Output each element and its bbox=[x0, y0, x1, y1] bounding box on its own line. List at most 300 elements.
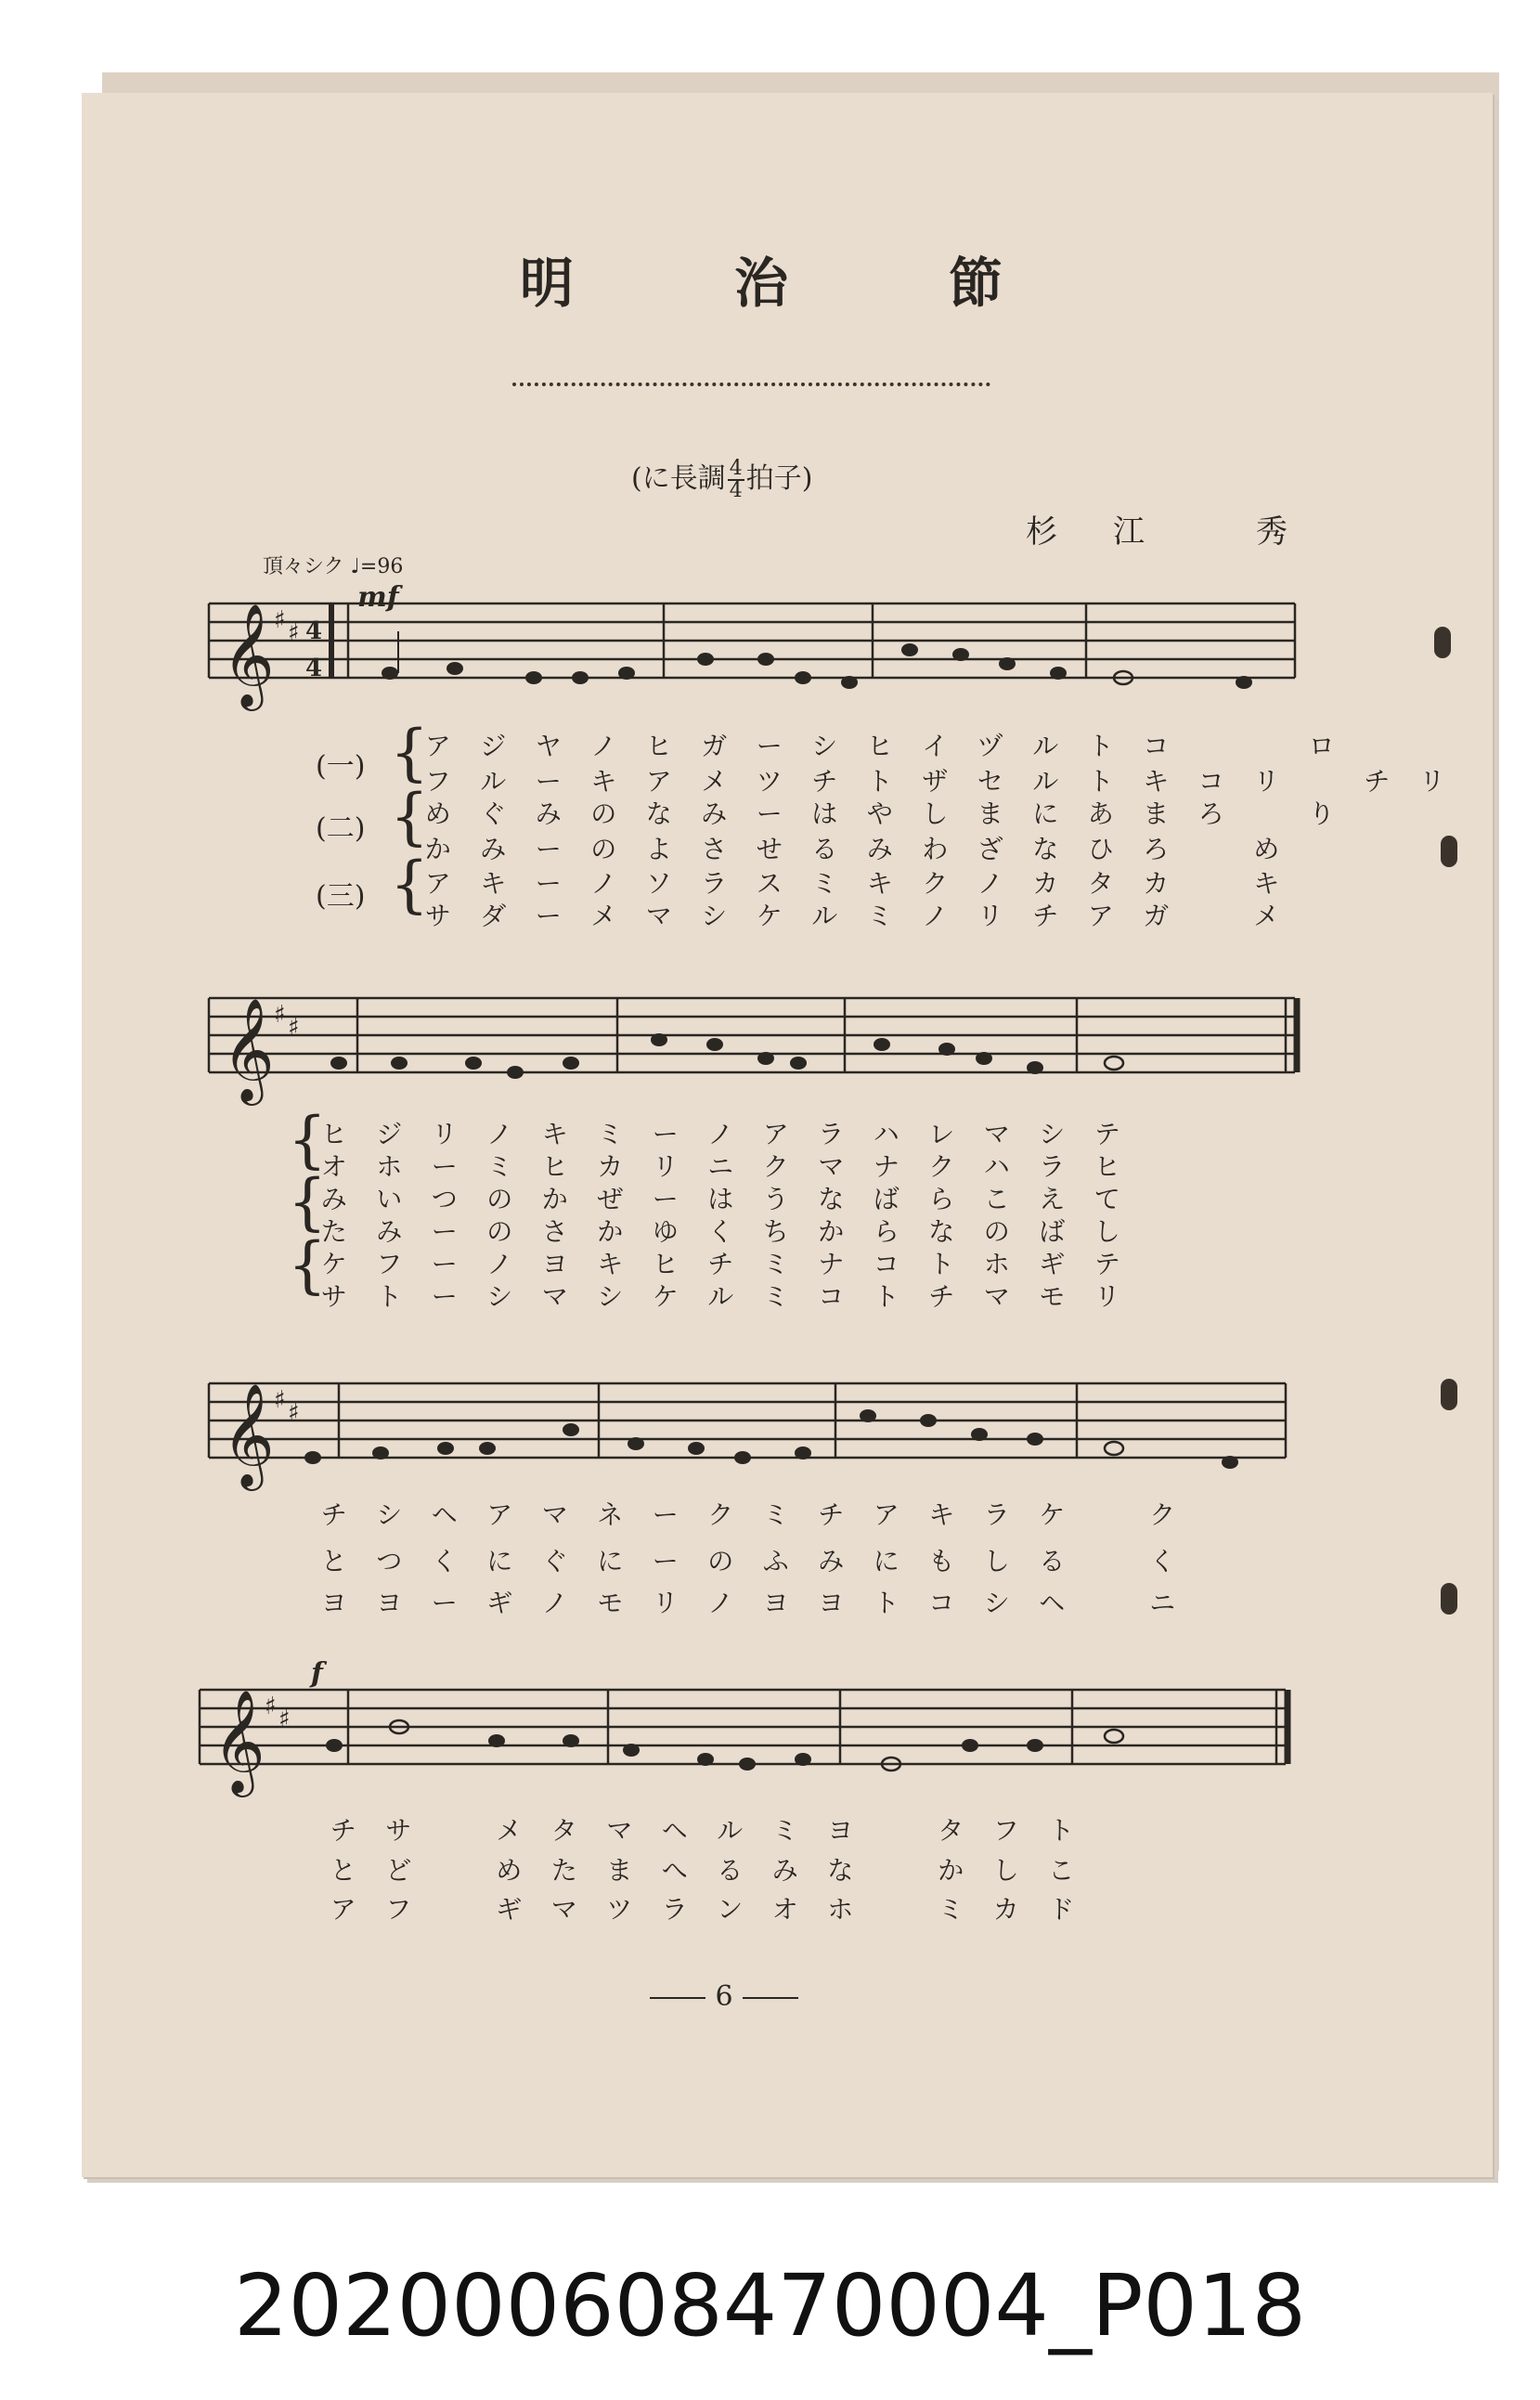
lyric-syllable bbox=[426, 1810, 482, 1848]
lyric-syllable: ミ bbox=[938, 1894, 964, 1925]
lyric-syllable: タ bbox=[1087, 868, 1114, 899]
lyric-syllable: ナ bbox=[873, 1151, 899, 1182]
svg-text:♯: ♯ bbox=[278, 1706, 291, 1733]
verse-brace: { bbox=[288, 1166, 327, 1238]
lyric-syllable: ー bbox=[535, 766, 562, 797]
lyric-syllable: ー bbox=[652, 1184, 679, 1214]
dynamic-mezzoforte: mf bbox=[357, 581, 399, 614]
lyric-syllable: ア bbox=[645, 766, 672, 797]
lyrics-line bbox=[306, 1179, 1135, 1216]
lyrics-line bbox=[306, 1583, 1190, 1620]
lyric-syllable bbox=[1184, 726, 1239, 763]
lyric-syllable: ー bbox=[535, 834, 562, 864]
lyric-syllable: ふ bbox=[762, 1546, 789, 1576]
lyric-syllable: ル bbox=[480, 766, 507, 797]
lyric-syllable: ク bbox=[1149, 1499, 1176, 1530]
lyric-syllable: ー bbox=[652, 1499, 679, 1530]
lyric-syllable: う bbox=[762, 1184, 789, 1214]
lyric-syllable: ザ bbox=[922, 766, 949, 797]
lyric-syllable: あ bbox=[1087, 798, 1114, 829]
lyric-syllable: ヒ bbox=[652, 1249, 679, 1279]
svg-text:♯: ♯ bbox=[274, 1001, 286, 1029]
lyric-syllable: チ bbox=[928, 1281, 955, 1312]
lyric-syllable: ざ bbox=[977, 834, 1003, 864]
lyric-syllable bbox=[426, 1850, 482, 1888]
lyric-syllable: ア bbox=[330, 1894, 356, 1925]
lyric-syllable: リ bbox=[977, 901, 1003, 931]
lyric-syllable: ノ bbox=[486, 1119, 513, 1149]
lyric-syllable: タ bbox=[938, 1815, 964, 1846]
lyric-syllable: み bbox=[818, 1546, 845, 1576]
lyric-syllable: シ bbox=[1039, 1119, 1066, 1149]
lyric-syllable: よ bbox=[645, 834, 672, 864]
lyric-syllable: こ bbox=[1048, 1855, 1075, 1886]
lyric-syllable: み bbox=[320, 1184, 347, 1214]
lyric-syllable bbox=[868, 1810, 924, 1848]
lyric-syllable: し bbox=[922, 798, 949, 829]
verse-brace: { bbox=[390, 849, 429, 920]
lyric-syllable: キ bbox=[541, 1119, 568, 1149]
lyric-syllable: チ bbox=[811, 766, 838, 797]
svg-text:♯: ♯ bbox=[274, 606, 286, 634]
svg-text:♯: ♯ bbox=[288, 619, 300, 647]
lyric-syllable: メ bbox=[590, 901, 617, 931]
lyric-syllable: ケ bbox=[320, 1249, 347, 1279]
lyric-syllable: セ bbox=[977, 766, 1003, 797]
lyrics-line bbox=[306, 1244, 1135, 1281]
lyric-syllable: ミ bbox=[771, 1815, 798, 1846]
lyric-syllable: の bbox=[590, 834, 617, 864]
archive-id-caption: 202000608470004_P018 bbox=[233, 2256, 1307, 2355]
lyric-syllable: フ bbox=[376, 1249, 403, 1279]
lyric-syllable: チ bbox=[1032, 901, 1059, 931]
lyric-syllable: ア bbox=[424, 868, 451, 899]
lyric-syllable: メ bbox=[701, 766, 728, 797]
title-underline bbox=[512, 379, 990, 386]
lyric-syllable: ジ bbox=[376, 1119, 403, 1149]
lyric-syllable: ヘ bbox=[1039, 1588, 1066, 1618]
lyric-syllable: リ bbox=[1418, 766, 1445, 797]
lyric-syllable: ク bbox=[928, 1151, 955, 1182]
lyric-syllable: わ bbox=[922, 834, 949, 864]
lyric-syllable: ノ bbox=[707, 1119, 734, 1149]
composer-name bbox=[1026, 506, 1288, 551]
lyric-syllable: ヘ bbox=[431, 1499, 458, 1530]
lyric-syllable: シ bbox=[376, 1499, 403, 1530]
lyric-syllable: カ bbox=[597, 1151, 624, 1182]
dynamic-forte: f bbox=[311, 1657, 323, 1690]
lyric-syllable: も bbox=[928, 1546, 955, 1576]
lyric-syllable: の bbox=[590, 798, 617, 829]
lyric-syllable: チ bbox=[330, 1815, 356, 1846]
lyric-syllable: ミ bbox=[762, 1249, 789, 1279]
lyric-syllable: ア bbox=[873, 1499, 899, 1530]
lyric-syllable: ひ bbox=[1087, 834, 1114, 864]
key-signature-note bbox=[631, 455, 812, 501]
lyric-syllable: キ bbox=[590, 766, 617, 797]
lyric-syllable: ー bbox=[652, 1119, 679, 1149]
music-staff bbox=[209, 1365, 1304, 1513]
lyric-syllable: ミ bbox=[597, 1119, 624, 1149]
lyric-syllable: ミ bbox=[811, 868, 838, 899]
lyric-syllable: し bbox=[1094, 1216, 1120, 1247]
svg-text:4: 4 bbox=[305, 655, 323, 682]
lyrics-line bbox=[306, 1495, 1190, 1532]
title-char: 明 bbox=[520, 252, 575, 315]
lyric-syllable: な bbox=[827, 1855, 854, 1886]
lyric-syllable: マ bbox=[550, 1894, 577, 1925]
lyric-syllable: ノ bbox=[486, 1249, 513, 1279]
lyric-syllable bbox=[868, 1850, 924, 1888]
lyric-syllable: ス bbox=[756, 868, 783, 899]
lyric-syllable: は bbox=[811, 798, 838, 829]
lyric-syllable: な bbox=[645, 798, 672, 829]
lyric-syllable: る bbox=[811, 834, 838, 864]
lyric-syllable: か bbox=[938, 1855, 964, 1886]
meter-text: 拍子) bbox=[745, 462, 813, 495]
page-title bbox=[520, 237, 1003, 320]
lyric-syllable: ヨ bbox=[818, 1588, 845, 1618]
lyric-syllable: ば bbox=[873, 1184, 899, 1214]
lyric-syllable: ハ bbox=[983, 1151, 1010, 1182]
binding-hole bbox=[1434, 627, 1451, 658]
lyric-syllable: ミ bbox=[866, 901, 893, 931]
lyric-syllable: ろ bbox=[1143, 834, 1170, 864]
lyric-syllable: イ bbox=[922, 731, 949, 761]
lyric-syllable: ホ bbox=[827, 1894, 854, 1925]
lyric-syllable: ミ bbox=[762, 1499, 789, 1530]
lyric-syllable: モ bbox=[597, 1588, 624, 1618]
lyric-syllable bbox=[1184, 863, 1239, 901]
lyric-syllable: コ bbox=[818, 1281, 845, 1312]
lyric-syllable: こ bbox=[983, 1184, 1010, 1214]
lyric-syllable: ジ bbox=[480, 731, 507, 761]
lyric-syllable: ノ bbox=[922, 901, 949, 931]
lyric-syllable: ま bbox=[606, 1855, 633, 1886]
lyric-syllable: め bbox=[424, 798, 451, 829]
lyric-syllable: と bbox=[320, 1546, 347, 1576]
lyric-syllable: ー bbox=[652, 1546, 679, 1576]
lyric-syllable: チ bbox=[818, 1499, 845, 1530]
lyric-syllable: リ bbox=[1094, 1281, 1120, 1312]
lyric-syllable: ー bbox=[756, 731, 783, 761]
lyric-syllable: メ bbox=[1253, 901, 1280, 931]
verse-brace: { bbox=[390, 717, 429, 788]
lyric-syllable: と bbox=[330, 1855, 356, 1886]
lyric-syllable: に bbox=[1032, 798, 1059, 829]
lyric-syllable: ば bbox=[1039, 1216, 1066, 1247]
lyrics-line bbox=[316, 1889, 1089, 1926]
lyric-syllable: コ bbox=[1197, 766, 1224, 797]
lyric-syllable: ー bbox=[535, 868, 562, 899]
lyric-syllable: チ bbox=[707, 1249, 734, 1279]
lyric-syllable: チ bbox=[1364, 766, 1391, 797]
svg-text:♯: ♯ bbox=[288, 1399, 300, 1427]
lyric-syllable: サ bbox=[385, 1815, 412, 1846]
lyric-syllable: ヨ bbox=[541, 1249, 568, 1279]
lyric-syllable: に bbox=[597, 1546, 624, 1576]
svg-text:𝄞: 𝄞 bbox=[222, 603, 275, 707]
lyrics-line bbox=[410, 726, 1350, 763]
lyric-syllable: さ bbox=[701, 834, 728, 864]
lyric-syllable: ト bbox=[1048, 1815, 1075, 1846]
lyric-syllable: テ bbox=[1094, 1249, 1120, 1279]
lyric-syllable: ケ bbox=[652, 1281, 679, 1312]
lyric-syllable: キ bbox=[866, 868, 893, 899]
lyric-syllable: ヒ bbox=[320, 1119, 347, 1149]
lyric-syllable: た bbox=[320, 1216, 347, 1247]
lyric-syllable: ギ bbox=[496, 1894, 523, 1925]
lyric-syllable: フ bbox=[385, 1894, 412, 1925]
lyric-syllable: か bbox=[597, 1216, 624, 1247]
lyric-syllable: み bbox=[866, 834, 893, 864]
lyric-syllable: ル bbox=[717, 1815, 744, 1846]
verse-brace: { bbox=[390, 781, 429, 852]
lyric-syllable bbox=[1080, 1541, 1135, 1578]
lyric-syllable bbox=[1080, 1583, 1135, 1620]
lyric-syllable: ル bbox=[1032, 731, 1059, 761]
lyric-syllable: ら bbox=[873, 1216, 899, 1247]
music-staff bbox=[209, 585, 1304, 733]
lyrics-line bbox=[316, 1810, 1089, 1848]
lyric-syllable: ン bbox=[717, 1894, 744, 1925]
lyric-syllable: ホ bbox=[983, 1249, 1010, 1279]
lyric-syllable: フ bbox=[992, 1815, 1019, 1846]
lyric-syllable: カ bbox=[1143, 868, 1170, 899]
verse-label: (一) bbox=[316, 750, 366, 783]
lyric-syllable: ク bbox=[922, 868, 949, 899]
lyric-syllable: り bbox=[1308, 798, 1335, 829]
lyric-syllable: シ bbox=[486, 1281, 513, 1312]
lyric-syllable: ヨ bbox=[762, 1588, 789, 1618]
lyric-syllable: ニ bbox=[1149, 1588, 1176, 1618]
lyric-syllable: シ bbox=[597, 1281, 624, 1312]
lyric-syllable: ツ bbox=[756, 766, 783, 797]
lyrics-line bbox=[410, 863, 1294, 901]
lyrics-line bbox=[410, 761, 1460, 798]
svg-text:♯: ♯ bbox=[265, 1693, 277, 1720]
lyric-syllable: ぐ bbox=[541, 1546, 568, 1576]
lyric-syllable: キ bbox=[480, 868, 507, 899]
lyrics-line bbox=[306, 1114, 1135, 1151]
lyric-syllable: ケ bbox=[1039, 1499, 1066, 1530]
lyric-syllable: リ bbox=[652, 1151, 679, 1182]
lyric-syllable bbox=[426, 1889, 482, 1926]
lyric-syllable: リ bbox=[1253, 766, 1280, 797]
lyric-syllable: ー bbox=[431, 1588, 458, 1618]
lyric-syllable: キ bbox=[1253, 868, 1280, 899]
lyric-syllable bbox=[1239, 794, 1295, 831]
lyric-syllable: さ bbox=[541, 1216, 568, 1247]
lyric-syllable: ケ bbox=[756, 901, 783, 931]
lyric-syllable: ノ bbox=[707, 1588, 734, 1618]
verse-brace: { bbox=[288, 1229, 327, 1301]
lyric-syllable: マ bbox=[541, 1281, 568, 1312]
lyric-syllable: ー bbox=[535, 901, 562, 931]
lyric-syllable: た bbox=[550, 1855, 577, 1886]
lyric-syllable: フ bbox=[424, 766, 451, 797]
lyric-syllable: ー bbox=[431, 1281, 458, 1312]
lyric-syllable: ガ bbox=[1143, 901, 1170, 931]
lyric-syllable: て bbox=[1094, 1184, 1120, 1214]
lyric-syllable: ア bbox=[486, 1499, 513, 1530]
lyric-syllable: ニ bbox=[707, 1151, 734, 1182]
lyric-syllable: の bbox=[983, 1216, 1010, 1247]
lyric-syllable: い bbox=[376, 1184, 403, 1214]
lyric-syllable: ハ bbox=[873, 1119, 899, 1149]
lyrics-line bbox=[410, 829, 1294, 866]
lyric-syllable: キ bbox=[928, 1499, 955, 1530]
lyric-syllable: カ bbox=[1032, 868, 1059, 899]
svg-text:4: 4 bbox=[305, 617, 323, 645]
lyric-syllable: ア bbox=[762, 1119, 789, 1149]
lyric-syllable: る bbox=[717, 1855, 744, 1886]
page-number bbox=[631, 1980, 817, 2013]
lyric-syllable: モ bbox=[1039, 1281, 1066, 1312]
lyric-syllable: マ bbox=[541, 1499, 568, 1530]
lyric-syllable: ド bbox=[1048, 1894, 1075, 1925]
lyric-syllable: ミ bbox=[762, 1281, 789, 1312]
lyric-syllable: オ bbox=[320, 1151, 347, 1182]
lyric-syllable: ラ bbox=[701, 868, 728, 899]
lyric-syllable: サ bbox=[424, 901, 451, 931]
lyric-syllable: み bbox=[480, 834, 507, 864]
lyric-syllable: か bbox=[818, 1216, 845, 1247]
lyric-syllable: へ bbox=[661, 1855, 688, 1886]
lyric-syllable: コ bbox=[1143, 731, 1170, 761]
lyric-syllable: ナ bbox=[818, 1249, 845, 1279]
time-numerator: 4 bbox=[729, 457, 743, 480]
lyric-syllable: ラ bbox=[983, 1499, 1010, 1530]
lyric-syllable: メ bbox=[496, 1815, 523, 1846]
lyric-syllable: の bbox=[707, 1546, 734, 1576]
lyric-syllable: ヒ bbox=[541, 1151, 568, 1182]
lyric-syllable: ろ bbox=[1197, 798, 1224, 829]
svg-text:𝄞: 𝄞 bbox=[222, 997, 275, 1101]
lyric-syllable: ル bbox=[1032, 766, 1059, 797]
binding-hole bbox=[1441, 1379, 1457, 1410]
lyrics-line bbox=[316, 1850, 1089, 1888]
lyric-syllable: る bbox=[1039, 1546, 1066, 1576]
title-char: 節 bbox=[948, 252, 1003, 315]
svg-text:♯: ♯ bbox=[274, 1386, 286, 1414]
lyric-syllable: の bbox=[486, 1184, 513, 1214]
lyric-syllable: ノ bbox=[977, 868, 1003, 899]
lyric-syllable: し bbox=[983, 1546, 1010, 1576]
lyric-syllable: コ bbox=[873, 1249, 899, 1279]
lyric-syllable: オ bbox=[771, 1894, 798, 1925]
svg-text:𝄞: 𝄞 bbox=[213, 1689, 265, 1793]
lyric-syllable: コ bbox=[928, 1588, 955, 1618]
lyric-syllable: ー bbox=[431, 1249, 458, 1279]
lyric-syllable: ト bbox=[928, 1249, 955, 1279]
lyric-syllable: な bbox=[928, 1216, 955, 1247]
lyric-syllable: ソ bbox=[645, 868, 672, 899]
lyric-syllable: つ bbox=[376, 1546, 403, 1576]
lyric-syllable: ツ bbox=[606, 1894, 633, 1925]
lyric-syllable bbox=[1239, 726, 1295, 763]
lyric-syllable: ガ bbox=[701, 731, 728, 761]
lyric-syllable: に bbox=[873, 1546, 899, 1576]
lyric-syllable: か bbox=[541, 1184, 568, 1214]
lyric-syllable bbox=[868, 1889, 924, 1926]
music-staff bbox=[209, 979, 1304, 1128]
lyric-syllable: ゆ bbox=[652, 1216, 679, 1247]
lyrics-line bbox=[410, 794, 1350, 831]
lyric-syllable: く bbox=[707, 1216, 734, 1247]
lyric-syllable: シ bbox=[701, 901, 728, 931]
lyric-syllable: や bbox=[866, 798, 893, 829]
lyric-syllable: え bbox=[1039, 1184, 1066, 1214]
lyric-syllable: ヒ bbox=[866, 731, 893, 761]
lyric-syllable: ト bbox=[376, 1281, 403, 1312]
lyric-syllable: ー bbox=[756, 798, 783, 829]
lyric-syllable: ぜ bbox=[597, 1184, 624, 1214]
time-denominator: 4 bbox=[729, 479, 743, 502]
lyric-syllable: シ bbox=[983, 1588, 1010, 1618]
lyric-syllable: ギ bbox=[1039, 1249, 1066, 1279]
verse-label: (二) bbox=[316, 812, 366, 845]
lyric-syllable: ま bbox=[1143, 798, 1170, 829]
page-number-text: 6 bbox=[715, 1980, 733, 2013]
composer-surname: 杉江 bbox=[1026, 513, 1200, 551]
lyric-syllable: レ bbox=[928, 1119, 955, 1149]
lyric-syllable: ク bbox=[707, 1499, 734, 1530]
lyric-syllable: ア bbox=[1087, 901, 1114, 931]
lyric-syllable bbox=[1080, 1495, 1135, 1532]
lyric-syllable: ー bbox=[431, 1216, 458, 1247]
lyric-syllable: か bbox=[424, 834, 451, 864]
lyric-syllable: ミ bbox=[486, 1151, 513, 1182]
lyric-syllable: ホ bbox=[376, 1151, 403, 1182]
binding-hole bbox=[1441, 1583, 1457, 1615]
lyric-syllable: シ bbox=[811, 731, 838, 761]
lyric-syllable: み bbox=[701, 798, 728, 829]
svg-text:𝄞: 𝄞 bbox=[222, 1382, 275, 1486]
lyric-syllable: ル bbox=[707, 1281, 734, 1312]
lyric-syllable bbox=[1184, 829, 1239, 866]
lyric-syllable: せ bbox=[756, 834, 783, 864]
lyric-syllable: マ bbox=[983, 1119, 1010, 1149]
lyric-syllable: マ bbox=[606, 1815, 633, 1846]
lyric-syllable: く bbox=[431, 1546, 458, 1576]
music-staff bbox=[200, 1671, 1304, 1820]
lyric-syllable: ヅ bbox=[977, 731, 1003, 761]
lyric-syllable: な bbox=[1032, 834, 1059, 864]
lyric-syllable: ヨ bbox=[827, 1815, 854, 1846]
composer-given: 秀 bbox=[1256, 513, 1288, 551]
tempo-marking: 頂々シク ♩=96 bbox=[263, 555, 404, 578]
lyric-syllable: み bbox=[376, 1216, 403, 1247]
lyric-syllable: キ bbox=[597, 1249, 624, 1279]
lyric-syllable: ヒ bbox=[645, 731, 672, 761]
lyric-syllable: み bbox=[535, 798, 562, 829]
lyric-syllable: ネ bbox=[597, 1499, 624, 1530]
lyric-syllable: ノ bbox=[590, 731, 617, 761]
lyric-syllable: ク bbox=[762, 1151, 789, 1182]
lyrics-line bbox=[306, 1541, 1190, 1578]
lyric-syllable: テ bbox=[1094, 1119, 1120, 1149]
lyrics-line bbox=[306, 1147, 1135, 1184]
lyric-syllable: つ bbox=[431, 1184, 458, 1214]
lyric-syllable: チ bbox=[320, 1499, 347, 1530]
lyric-syllable: カ bbox=[992, 1894, 1019, 1925]
key-text: (に長調 bbox=[631, 462, 726, 495]
lyric-syllable: ど bbox=[385, 1855, 412, 1886]
lyric-syllable: マ bbox=[818, 1151, 845, 1182]
lyric-syllable: ら bbox=[928, 1184, 955, 1214]
lyric-syllable: く bbox=[1149, 1546, 1176, 1576]
